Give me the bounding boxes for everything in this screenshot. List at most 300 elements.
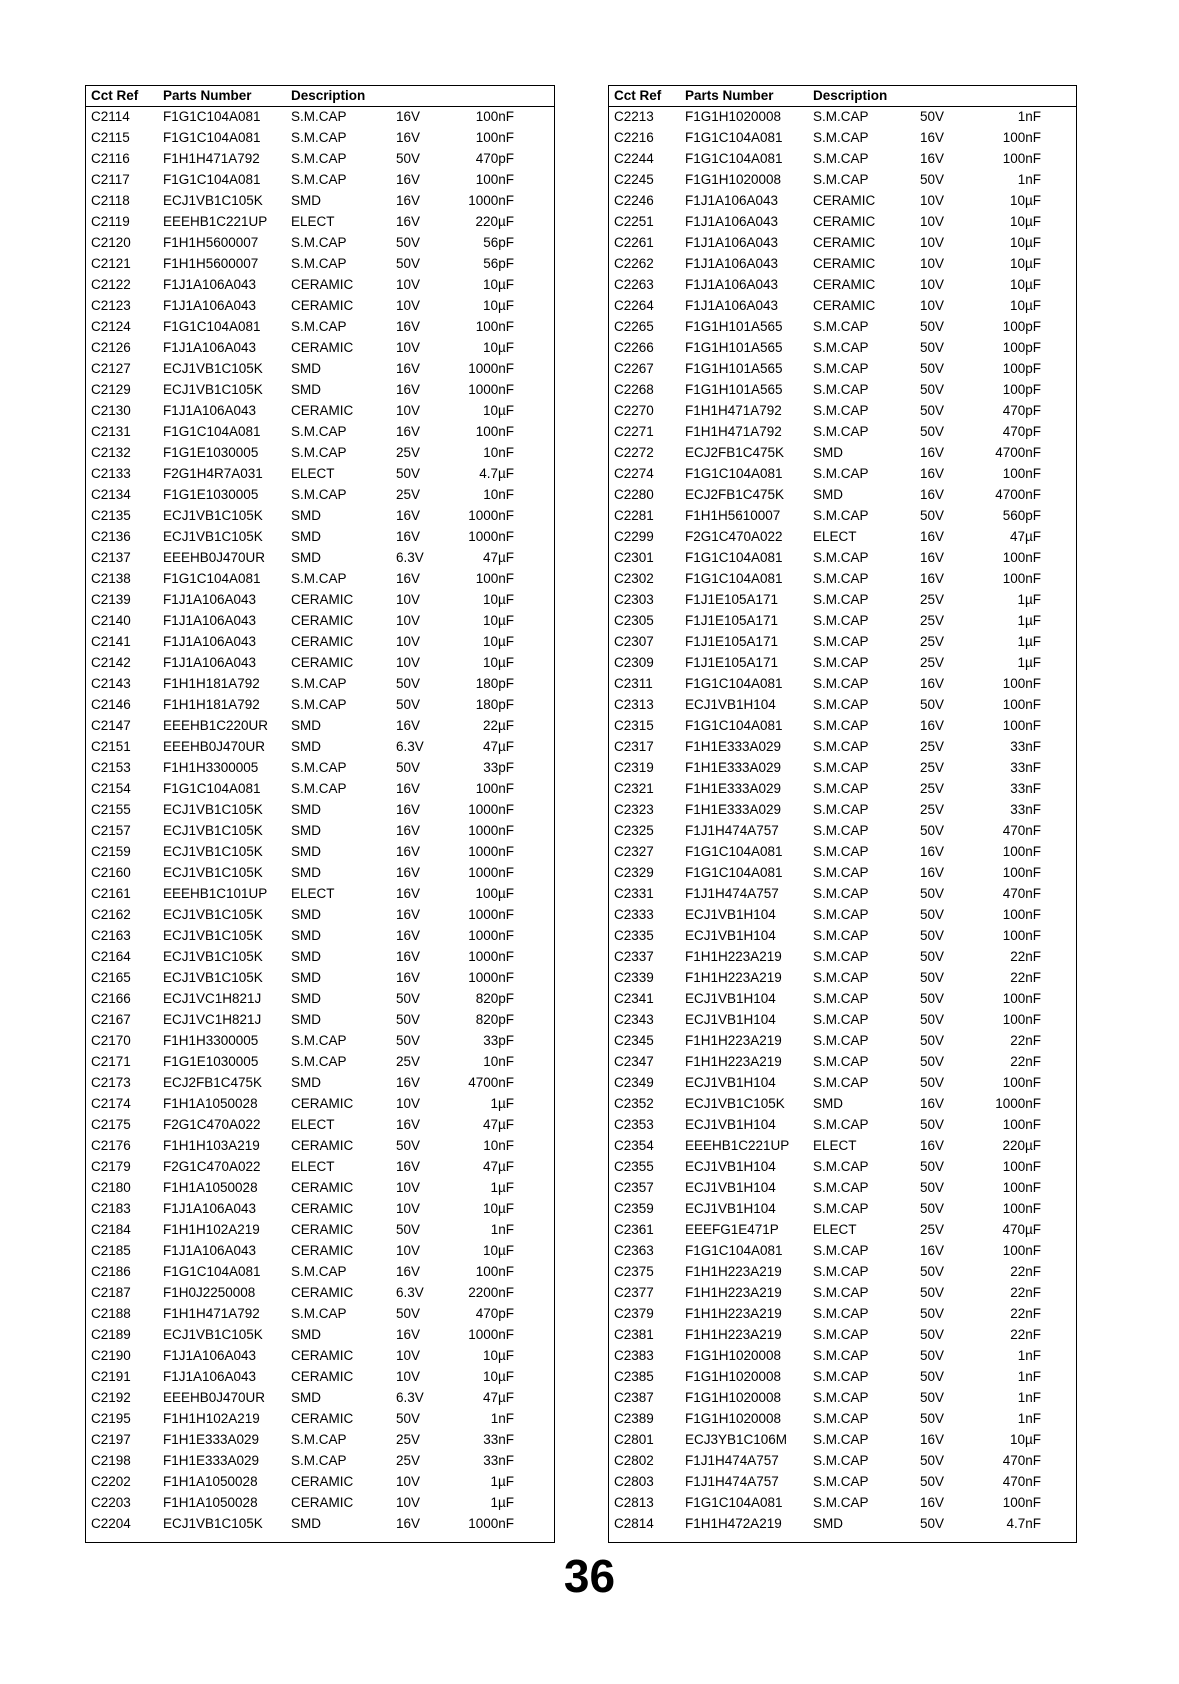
table-row <box>609 128 1076 149</box>
cct-ref-cell: C2131 <box>91 424 131 439</box>
cct-ref-cell: C2134 <box>91 487 131 502</box>
parts-number-cell: F1H1H102A219 <box>163 1411 260 1426</box>
parts-number-cell: F1G1C104A081 <box>163 109 261 124</box>
description-cell: S.M.CAP <box>813 592 869 607</box>
table-row <box>86 1493 554 1514</box>
description-cell: S.M.CAP <box>813 571 869 586</box>
description-cell: SMD <box>813 445 843 460</box>
table-row <box>86 506 554 527</box>
value-cell: 56pF <box>483 235 514 250</box>
parts-number-cell: F1H1H471A792 <box>685 403 782 418</box>
description-cell: S.M.CAP <box>813 739 869 754</box>
cct-ref-cell: C2164 <box>91 949 131 964</box>
description-cell: CERAMIC <box>291 1285 354 1300</box>
table-row <box>86 275 554 296</box>
voltage-cell: 10V <box>920 193 945 208</box>
value-cell: 1nF <box>1017 1411 1041 1426</box>
parts-number-cell: F1H1H5600007 <box>163 235 259 250</box>
parts-number-cell: ECJ1VB1H104 <box>685 1159 776 1174</box>
description-cell: ELECT <box>813 1138 857 1153</box>
cct-ref-cell: C2162 <box>91 907 131 922</box>
table-row <box>609 1493 1076 1514</box>
parts-number-cell: ECJ1VB1C105K <box>163 907 263 922</box>
table-row <box>609 1157 1076 1178</box>
value-cell: 1000nF <box>468 802 514 817</box>
table-row <box>609 548 1076 569</box>
parts-number-cell: F1J1A106A043 <box>163 592 257 607</box>
cct-ref-cell: C2202 <box>91 1474 131 1489</box>
parts-number-cell: F1H1H5610007 <box>685 508 781 523</box>
table-row <box>609 800 1076 821</box>
value-cell: 10µF <box>482 298 514 313</box>
voltage-cell: 16V <box>396 928 421 943</box>
voltage-cell: 6.3V <box>396 550 424 565</box>
value-cell: 1000nF <box>468 949 514 964</box>
parts-number-cell: F1G1E1030005 <box>163 445 259 460</box>
cct-ref-cell: C2335 <box>614 928 654 943</box>
voltage-cell: 16V <box>396 1264 421 1279</box>
description-cell: S.M.CAP <box>291 130 347 145</box>
value-cell: 1µF <box>1017 655 1041 670</box>
table-row <box>86 1115 554 1136</box>
description-cell: SMD <box>291 1390 321 1405</box>
voltage-cell: 25V <box>920 655 945 670</box>
value-cell: 1nF <box>1017 1348 1041 1363</box>
parts-number-cell: F1H1H102A219 <box>163 1222 260 1237</box>
parts-number-cell: F1H1H471A792 <box>163 151 260 166</box>
table-row <box>609 1010 1076 1031</box>
voltage-cell: 50V <box>920 1453 945 1468</box>
table-row <box>609 359 1076 380</box>
table-row <box>86 317 554 338</box>
parts-number-cell: EEEHB1C221UP <box>163 214 268 229</box>
value-cell: 100nF <box>475 1264 514 1279</box>
description-cell: CERAMIC <box>291 634 354 649</box>
parts-number-cell: F1J1A106A043 <box>163 613 257 628</box>
value-cell: 100nF <box>1002 865 1041 880</box>
voltage-cell: 50V <box>920 1327 945 1342</box>
table-row <box>86 758 554 779</box>
cct-ref-cell: C2313 <box>614 697 654 712</box>
description-cell: S.M.CAP <box>813 151 869 166</box>
description-cell: CERAMIC <box>291 592 354 607</box>
value-cell: 1000nF <box>468 1516 514 1531</box>
voltage-cell: 16V <box>396 214 421 229</box>
value-cell: 1nF <box>490 1222 514 1237</box>
description-cell: S.M.CAP <box>813 802 869 817</box>
description-cell: S.M.CAP <box>291 235 347 250</box>
table-row <box>609 1220 1076 1241</box>
voltage-cell: 50V <box>920 907 945 922</box>
parts-number-cell: EEEHB1C220UR <box>163 718 269 733</box>
value-cell: 100µF <box>475 886 514 901</box>
description-cell: SMD <box>291 928 321 943</box>
value-cell: 10µF <box>482 613 514 628</box>
description-cell: CERAMIC <box>291 1138 354 1153</box>
voltage-cell: 10V <box>396 298 421 313</box>
cct-ref-cell: C2281 <box>614 508 654 523</box>
voltage-cell: 50V <box>920 361 945 376</box>
description-cell: S.M.CAP <box>813 1033 869 1048</box>
value-cell: 1µF <box>490 1474 514 1489</box>
description-cell: SMD <box>291 823 321 838</box>
voltage-cell: 10V <box>920 256 945 271</box>
voltage-cell: 50V <box>920 403 945 418</box>
voltage-cell: 16V <box>396 382 421 397</box>
table-row <box>86 1346 554 1367</box>
cct-ref-cell: C2140 <box>91 613 131 628</box>
voltage-cell: 50V <box>396 1306 421 1321</box>
cct-ref-cell: C2246 <box>614 193 654 208</box>
cct-ref-cell: C2274 <box>614 466 654 481</box>
voltage-cell: 16V <box>396 571 421 586</box>
value-cell: 1000nF <box>468 508 514 523</box>
voltage-cell: 10V <box>396 277 421 292</box>
voltage-cell: 10V <box>920 298 945 313</box>
description-cell: S.M.CAP <box>813 361 869 376</box>
cct-ref-cell: C2163 <box>91 928 131 943</box>
value-cell: 47µF <box>482 739 514 754</box>
parts-number-cell: F1G1C104A081 <box>163 1264 261 1279</box>
table-row <box>86 653 554 674</box>
table-row <box>86 1094 554 1115</box>
description-cell: S.M.CAP <box>291 1054 347 1069</box>
parts-number-cell: F1H1E333A029 <box>163 1432 260 1447</box>
table-body <box>86 107 554 1535</box>
value-cell: 4.7µF <box>479 466 514 481</box>
table-row <box>86 464 554 485</box>
cct-ref-cell: C2180 <box>91 1180 131 1195</box>
cct-ref-cell: C2187 <box>91 1285 131 1300</box>
value-cell: 470nF <box>1002 1453 1041 1468</box>
cct-ref-cell: C2138 <box>91 571 131 586</box>
value-cell: 100nF <box>1002 676 1041 691</box>
value-cell: 33nF <box>1010 760 1041 775</box>
table-row <box>609 695 1076 716</box>
description-cell: CERAMIC <box>813 277 876 292</box>
table-row <box>609 1031 1076 1052</box>
voltage-cell: 25V <box>396 445 421 460</box>
cct-ref-cell: C2137 <box>91 550 131 565</box>
value-cell: 100nF <box>475 424 514 439</box>
parts-number-cell: F1H1H223A219 <box>685 949 782 964</box>
parts-number-cell: F1J1H474A757 <box>685 1453 779 1468</box>
voltage-cell: 16V <box>396 802 421 817</box>
table-row <box>86 1430 554 1451</box>
table-row <box>609 401 1076 422</box>
voltage-cell: 10V <box>920 214 945 229</box>
description-cell: S.M.CAP <box>813 697 869 712</box>
parts-number-cell: ECJ1VB1C105K <box>163 361 263 376</box>
cct-ref-cell: C2803 <box>614 1474 654 1489</box>
description-cell: SMD <box>291 1327 321 1342</box>
parts-number-cell: ECJ1VC1H821J <box>163 1012 262 1027</box>
cct-ref-cell: C2307 <box>614 634 654 649</box>
table-row <box>86 1472 554 1493</box>
value-cell: 10µF <box>482 1201 514 1216</box>
parts-number-cell: F1H1H3300005 <box>163 760 259 775</box>
voltage-cell: 10V <box>396 655 421 670</box>
table-row <box>609 1346 1076 1367</box>
voltage-cell: 16V <box>920 718 945 733</box>
table-row <box>609 1367 1076 1388</box>
description-cell: CERAMIC <box>291 298 354 313</box>
table-row <box>86 1262 554 1283</box>
description-cell: S.M.CAP <box>291 256 347 271</box>
table-row <box>609 1304 1076 1325</box>
value-cell: 10µF <box>482 403 514 418</box>
table-row <box>86 905 554 926</box>
value-cell: 1000nF <box>468 529 514 544</box>
value-cell: 10µF <box>1009 277 1041 292</box>
table-row <box>609 296 1076 317</box>
voltage-cell: 16V <box>396 970 421 985</box>
parts-number-cell: F1J1A106A043 <box>685 277 779 292</box>
description-cell: S.M.CAP <box>813 550 869 565</box>
voltage-cell: 16V <box>920 151 945 166</box>
value-cell: 10µF <box>482 1243 514 1258</box>
table-row <box>86 1409 554 1430</box>
cct-ref-cell: C2114 <box>91 109 130 124</box>
cct-ref-cell: C2188 <box>91 1306 131 1321</box>
cct-ref-cell: C2263 <box>614 277 654 292</box>
table-row <box>86 128 554 149</box>
value-cell: 100nF <box>1002 1075 1041 1090</box>
parts-number-cell: F1G1C104A081 <box>685 550 783 565</box>
cct-ref-cell: C2120 <box>91 235 131 250</box>
value-cell: 10nF <box>483 1138 514 1153</box>
table-row <box>609 233 1076 254</box>
cct-ref-cell: C2280 <box>614 487 654 502</box>
description-cell: ELECT <box>291 466 335 481</box>
parts-number-cell: F1H1H5600007 <box>163 256 259 271</box>
parts-number-cell: EEEFG1E471P <box>685 1222 779 1237</box>
table-row <box>609 947 1076 968</box>
description-cell: S.M.CAP <box>291 1033 347 1048</box>
voltage-cell: 50V <box>396 1411 421 1426</box>
description-cell: CERAMIC <box>291 1495 354 1510</box>
voltage-cell: 50V <box>920 991 945 1006</box>
value-cell: 470nF <box>1002 823 1041 838</box>
parts-number-cell: F1G1C104A081 <box>163 781 261 796</box>
voltage-cell: 50V <box>920 382 945 397</box>
table-row <box>609 1514 1076 1535</box>
table-row <box>86 170 554 191</box>
table-row <box>86 212 554 233</box>
table-row <box>86 1514 554 1535</box>
value-cell: 10nF <box>483 1054 514 1069</box>
parts-number-cell: ECJ1VB1C105K <box>163 382 263 397</box>
voltage-cell: 16V <box>920 466 945 481</box>
table-row <box>86 1031 554 1052</box>
description-cell: S.M.CAP <box>813 907 869 922</box>
description-cell: SMD <box>291 529 321 544</box>
value-cell: 1nF <box>1017 1369 1041 1384</box>
description-cell: ELECT <box>291 1159 335 1174</box>
description-cell: S.M.CAP <box>813 1306 869 1321</box>
parts-number-cell: F1H1H223A219 <box>685 1306 782 1321</box>
table-row <box>86 548 554 569</box>
parts-number-cell: F1G1H1020008 <box>685 1348 782 1363</box>
value-cell: 100nF <box>1002 1495 1041 1510</box>
voltage-cell: 50V <box>920 1054 945 1069</box>
value-cell: 470nF <box>1002 1474 1041 1489</box>
value-cell: 470pF <box>1002 403 1041 418</box>
cct-ref-cell: C2319 <box>614 760 654 775</box>
cct-ref-cell: C2129 <box>91 382 131 397</box>
value-cell: 180pF <box>475 676 514 691</box>
table-row <box>86 338 554 359</box>
table-row <box>86 1136 554 1157</box>
table-row <box>86 359 554 380</box>
description-cell: SMD <box>291 844 321 859</box>
voltage-cell: 16V <box>396 1327 421 1342</box>
cct-ref-cell: C2331 <box>614 886 654 901</box>
cct-ref-cell: C2147 <box>91 718 131 733</box>
description-cell: SMD <box>813 487 843 502</box>
value-cell: 820pF <box>475 991 514 1006</box>
value-cell: 22nF <box>1010 970 1041 985</box>
cct-ref-cell: C2361 <box>614 1222 654 1237</box>
value-cell: 10µF <box>482 634 514 649</box>
value-cell: 4700nF <box>995 487 1041 502</box>
description-cell: SMD <box>291 739 321 754</box>
value-cell: 22nF <box>1010 1306 1041 1321</box>
table-row <box>609 170 1076 191</box>
table-row <box>609 779 1076 800</box>
description-cell: S.M.CAP <box>813 1054 869 1069</box>
parts-number-cell: F1J1A106A043 <box>163 298 257 313</box>
cct-ref-cell: C2146 <box>91 697 131 712</box>
cct-ref-cell: C2155 <box>91 802 131 817</box>
description-cell: S.M.CAP <box>813 1264 869 1279</box>
voltage-cell: 10V <box>396 1348 421 1363</box>
table-row <box>86 674 554 695</box>
cct-ref-cell: C2151 <box>91 739 131 754</box>
table-row <box>86 191 554 212</box>
table-row <box>86 716 554 737</box>
parts-number-cell: F1J1E105A171 <box>685 634 779 649</box>
voltage-cell: 16V <box>396 1516 421 1531</box>
cct-ref-cell: C2174 <box>91 1096 131 1111</box>
value-cell: 1µF <box>490 1096 514 1111</box>
voltage-cell: 16V <box>396 508 421 523</box>
cct-ref-cell: C2383 <box>614 1348 654 1363</box>
table-row <box>86 926 554 947</box>
parts-number-cell: F1J1E105A171 <box>685 613 779 628</box>
table-row <box>86 380 554 401</box>
parts-number-cell: ECJ1VB1C105K <box>163 802 263 817</box>
parts-number-cell: F1G1C104A081 <box>685 1495 783 1510</box>
voltage-cell: 10V <box>396 1096 421 1111</box>
description-cell: SMD <box>291 970 321 985</box>
voltage-cell: 10V <box>396 1495 421 1510</box>
parts-number-cell: F1J1A106A043 <box>163 1369 257 1384</box>
parts-number-cell: ECJ1VB1C105K <box>685 1096 785 1111</box>
parts-number-cell: F1G1E1030005 <box>163 1054 259 1069</box>
cct-ref-cell: C2325 <box>614 823 654 838</box>
table-row <box>609 485 1076 506</box>
value-cell: 470pF <box>475 1306 514 1321</box>
voltage-cell: 50V <box>920 1369 945 1384</box>
cct-ref-cell: C2121 <box>91 256 131 271</box>
parts-number-cell: EEEHB1C221UP <box>685 1138 790 1153</box>
description-cell: S.M.CAP <box>291 109 347 124</box>
value-cell: 22nF <box>1010 1054 1041 1069</box>
parts-number-cell: F2G1C470A022 <box>163 1159 261 1174</box>
parts-number-cell: ECJ1VB1H104 <box>685 1201 776 1216</box>
parts-number-cell: F1H1H472A219 <box>685 1516 782 1531</box>
table-row <box>609 1199 1076 1220</box>
value-cell: 820pF <box>475 1012 514 1027</box>
voltage-cell: 16V <box>920 445 945 460</box>
value-cell: 47µF <box>1009 529 1041 544</box>
description-cell: S.M.CAP <box>813 949 869 964</box>
value-cell: 100nF <box>475 172 514 187</box>
parts-number-cell: ECJ1VB1H104 <box>685 1012 776 1027</box>
parts-number-cell: ECJ1VB1C105K <box>163 508 263 523</box>
description-cell: S.M.CAP <box>813 613 869 628</box>
value-cell: 33nF <box>483 1432 514 1447</box>
cct-ref-cell: C2154 <box>91 781 131 796</box>
cct-ref-cell: C2333 <box>614 907 654 922</box>
parts-number-cell: EEEHB0J470UR <box>163 1390 266 1405</box>
table-row <box>609 1430 1076 1451</box>
voltage-cell: 50V <box>920 949 945 964</box>
value-cell: 100nF <box>1002 130 1041 145</box>
cct-ref-cell: C2141 <box>91 634 131 649</box>
value-cell: 470µF <box>1002 1222 1041 1237</box>
value-cell: 100pF <box>1002 361 1041 376</box>
voltage-cell: 50V <box>920 340 945 355</box>
table-row <box>609 1409 1076 1430</box>
table-row <box>609 338 1076 359</box>
description-cell: CERAMIC <box>291 1096 354 1111</box>
cct-ref-cell: C2303 <box>614 592 654 607</box>
description-cell: S.M.CAP <box>813 718 869 733</box>
parts-number-cell: ECJ1VB1C105K <box>163 529 263 544</box>
description-cell: S.M.CAP <box>813 340 869 355</box>
table-row <box>86 1367 554 1388</box>
parts-number-cell: F1H1H103A219 <box>163 1138 260 1153</box>
table-row <box>609 1052 1076 1073</box>
description-cell: SMD <box>291 1012 321 1027</box>
parts-number-cell: ECJ1VB1H104 <box>685 907 776 922</box>
cct-ref-cell: C2143 <box>91 676 131 691</box>
voltage-cell: 16V <box>920 571 945 586</box>
description-cell: ELECT <box>813 529 857 544</box>
parts-number-cell: F1G1H101A565 <box>685 340 783 355</box>
value-cell: 10µF <box>482 340 514 355</box>
cct-ref-cell: C2133 <box>91 466 131 481</box>
table-row <box>86 401 554 422</box>
parts-number-cell: ECJ1VB1H104 <box>685 991 776 1006</box>
voltage-cell: 10V <box>396 403 421 418</box>
description-cell: S.M.CAP <box>813 172 869 187</box>
parts-number-cell: ECJ1VB1C105K <box>163 1516 263 1531</box>
table-row <box>609 1178 1076 1199</box>
table-row <box>609 1325 1076 1346</box>
cct-ref-cell: C2389 <box>614 1411 654 1426</box>
voltage-cell: 16V <box>920 529 945 544</box>
value-cell: 220µF <box>475 214 514 229</box>
parts-number-cell: ECJ1VB1C105K <box>163 844 263 859</box>
cct-ref-cell: C2251 <box>614 214 654 229</box>
parts-number-cell: F1H1E333A029 <box>685 739 782 754</box>
description-cell: S.M.CAP <box>813 1495 869 1510</box>
cct-ref-cell: C2244 <box>614 151 654 166</box>
value-cell: 22nF <box>1010 1033 1041 1048</box>
